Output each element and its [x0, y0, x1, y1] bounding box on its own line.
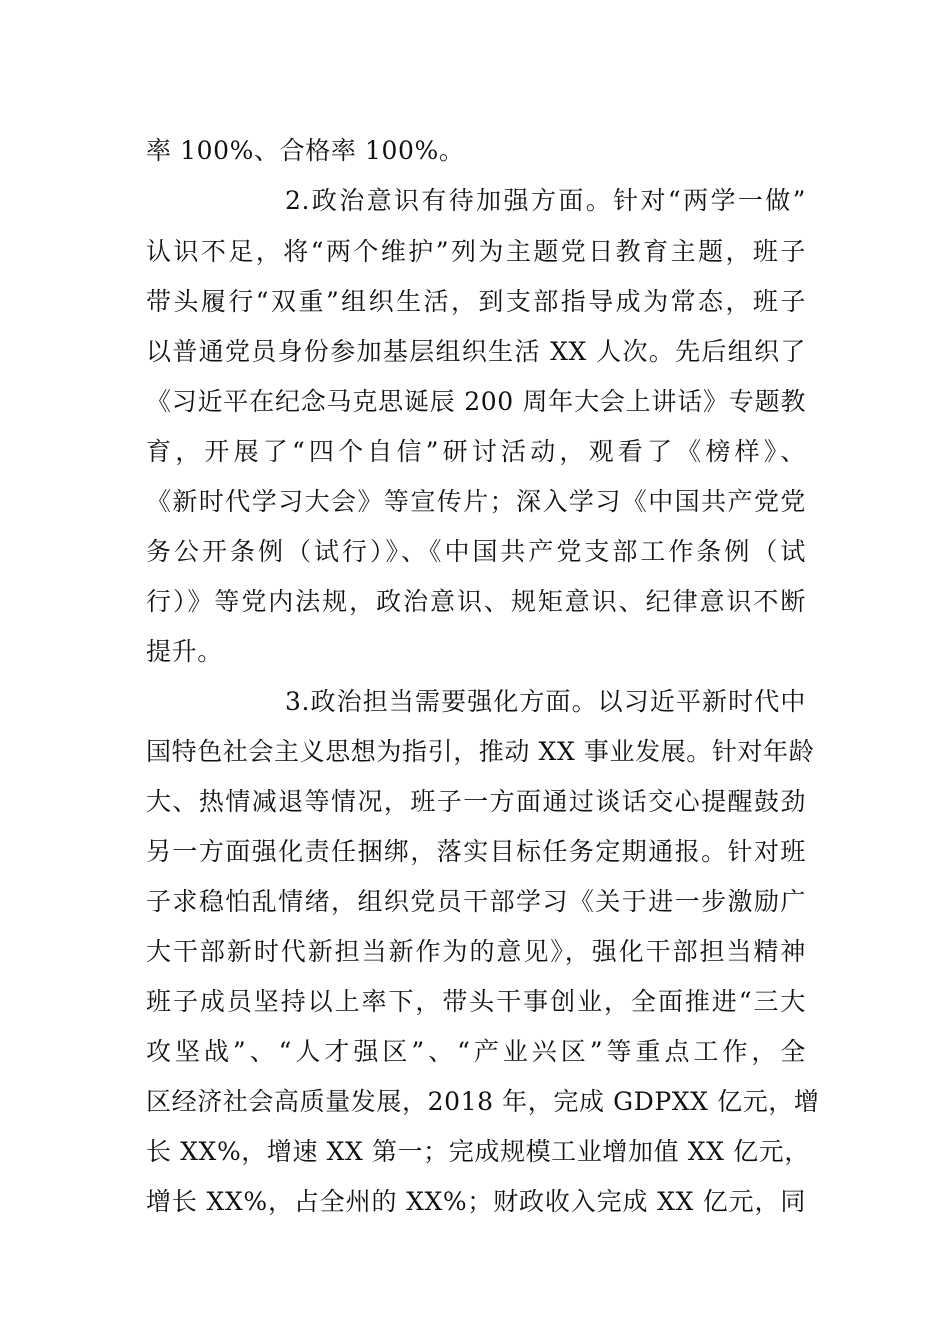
text-line: 大、热情减退等情况，班子一方面通过谈话交心提醒鼓劲 — [146, 787, 806, 816]
text-line: 另一方面强化责任捆绑，落实目标任务定期通报。针对班 — [146, 837, 806, 866]
text-line: 行）》等党内法规，政治意识、规矩意识、纪律意识不断 — [146, 587, 806, 616]
text-line: 认识不足，将“两个维护”列为主题党日教育主题，班子 — [146, 237, 806, 266]
text-line: 务公开条例（试行）》、《中国共产党支部工作条例（试 — [146, 537, 806, 566]
text-line: 《习近平在纪念马克思诞辰 200 周年大会上讲话》专题教 — [146, 387, 806, 416]
text-line: 长 XX%，增速 XX 第一；完成规模工业增加值 XX 亿元， — [146, 1137, 810, 1166]
text-line: 区经济社会高质量发展，2018 年，完成 GDPXX 亿元，增 — [146, 1087, 820, 1116]
text-line: 班子成员坚持以上率下，带头干事创业，全面推进“三大 — [146, 987, 806, 1016]
text-line: 带头履行“双重”组织生活，到支部指导成为常态，班子 — [146, 287, 806, 316]
text-line: 大干部新时代新担当新作为的意见》，强化干部担当精神 — [146, 937, 806, 966]
text-line: 以普通党员身份参加基层组织生活 XX 人次。先后组织了 — [146, 337, 806, 366]
text-line: 育，开展了“四个自信”研讨活动，观看了《榜样》、 — [146, 437, 806, 466]
text-line: 攻坚战”、“人才强区”、“产业兴区”等重点工作，全 — [146, 1037, 806, 1066]
text-line: 2.政治意识有待加强方面。针对“两学一做” — [285, 186, 806, 215]
text-line: 增长 XX%，占全州的 XX%；财政收入完成 XX 亿元，同 — [146, 1187, 806, 1216]
text-line: 提升。 — [146, 637, 223, 666]
text-line: 3.政治担当需要强化方面。以习近平新时代中 — [285, 687, 806, 716]
text-line: 《新时代学习大会》等宣传片；深入学习《中国共产党党 — [146, 487, 806, 516]
text-line: 子求稳怕乱情绪，组织党员干部学习《关于进一步激励广 — [146, 887, 806, 916]
text-line: 国特色社会主义思想为指引，推动 XX 事业发展。针对年龄 — [146, 737, 815, 766]
text-line: 率 100%、合格率 100%。 — [146, 136, 465, 165]
